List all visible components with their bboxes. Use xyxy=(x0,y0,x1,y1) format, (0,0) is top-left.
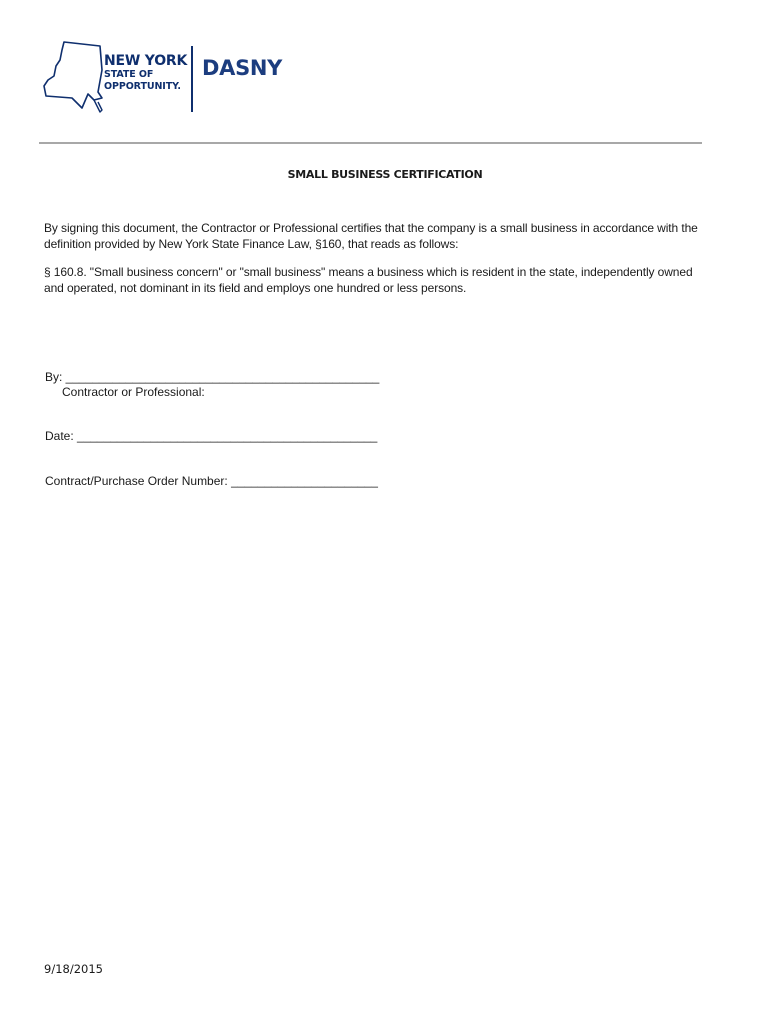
logo-line-state-of: STATE OF xyxy=(104,69,154,80)
logo-line-opportunity: OPPORTUNITY. xyxy=(104,80,181,92)
certification-paragraph: By signing this document, the Contractor or Professional certifies that the company is a small business in accordance with the definition provided by New York State Finance Law, §160, that reads as follows: xyxy=(44,221,698,251)
new-york-state-wordmark xyxy=(104,54,187,91)
date-field: Date: _____________________________________________ xyxy=(45,429,378,443)
logo-line-new-york: NEW YORK xyxy=(104,53,188,69)
logo-divider xyxy=(191,46,193,112)
new-york-state-map-icon xyxy=(42,40,104,115)
header-divider xyxy=(39,142,702,144)
law-definition-paragraph: § 160.8. "Small business concern" or "small business" means a business which is resident in the state, independently owned and operated, not dominant in its field and employs one hundred or less persons. xyxy=(44,265,693,295)
signature-by-field: By: _______________________________________________ xyxy=(45,370,380,384)
dasny-wordmark: DASNY xyxy=(202,56,283,80)
purchase-order-field: Contract/Purchase Order Number: ______________________ xyxy=(45,474,378,488)
document-title: SMALL BUSINESS CERTIFICATION xyxy=(287,168,483,181)
signature-by-sublabel: Contractor or Professional: xyxy=(62,385,205,399)
footer-date: 9/18/2015 xyxy=(44,962,103,976)
nys-dasny-logo xyxy=(42,40,302,115)
